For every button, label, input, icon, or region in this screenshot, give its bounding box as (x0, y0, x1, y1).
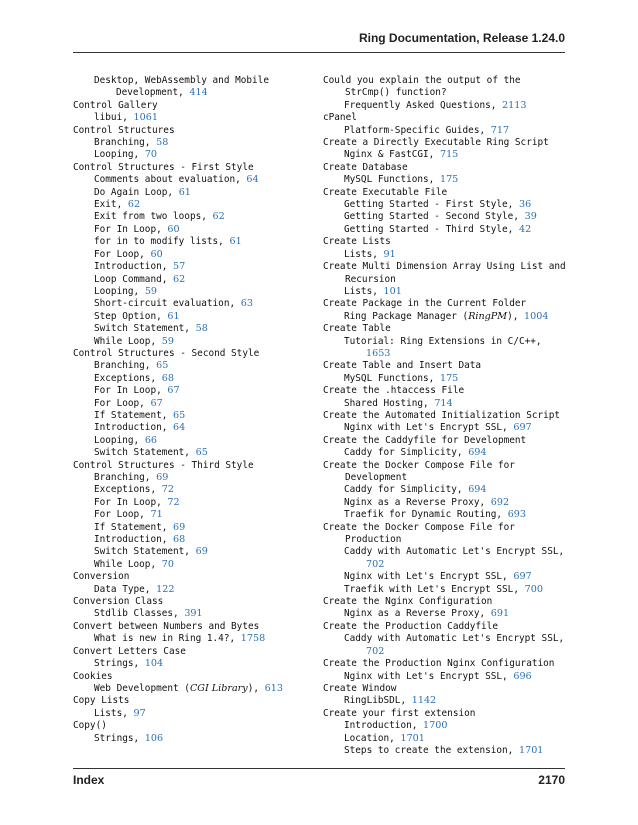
entry-text: Exceptions, (94, 484, 157, 496)
page-reference-link[interactable]: 696 (513, 670, 532, 682)
entry-text: Exit from two loops, (94, 211, 207, 223)
page-reference-link[interactable]: 1700 (423, 720, 448, 732)
index-subentry (73, 435, 305, 447)
index-term (323, 596, 567, 608)
page-reference-link[interactable]: 61 (178, 186, 191, 198)
page-reference-link[interactable]: 1142 (411, 695, 437, 707)
entry-text: for in to modify lists, (94, 236, 224, 248)
entry-text: Nginx as a Reverse Proxy, (344, 496, 486, 508)
index-term (323, 137, 567, 149)
page-reference-link[interactable]: 717 (490, 124, 510, 136)
page-reference-link[interactable]: 65 (173, 409, 186, 421)
page-reference-link[interactable]: 697 (513, 571, 532, 583)
index-subentry (73, 447, 305, 459)
page-reference-link[interactable]: 64 (246, 174, 259, 186)
entry-text-suffix: ), (507, 310, 519, 322)
entry-text: Ring Package Manager ( (344, 310, 469, 322)
entry-text: Caddy with Automatic Let's Encrypt SSL, (344, 633, 565, 645)
index-subentry (323, 584, 567, 596)
index-term (323, 162, 567, 174)
index-term (323, 658, 567, 670)
index-subentry (323, 633, 567, 658)
index-subentry (73, 149, 305, 161)
index-subentry (73, 249, 305, 261)
index-term (73, 571, 305, 583)
entry-text: Could you explain the output of the StrCmp() function? (323, 75, 521, 99)
index-subentry (323, 509, 567, 521)
entry-text: For Loop, (94, 397, 145, 409)
page-reference-link[interactable]: 68 (173, 534, 186, 546)
page-reference-link[interactable]: 692 (490, 496, 510, 508)
index-subentry (73, 112, 305, 124)
entry-text: While Loop, (94, 335, 157, 347)
entry-text: Nginx as a Reverse Proxy, (344, 608, 486, 620)
entry-text: Nginx with Let's Encrypt SSL, (344, 670, 508, 682)
page-reference-link[interactable]: 691 (490, 608, 510, 620)
entry-text: Introduction, (94, 261, 168, 273)
page-reference-link[interactable]: 1004 (524, 310, 549, 322)
entry-text: RingLibSDL, (344, 695, 407, 707)
index-term (323, 385, 567, 397)
index-subentry (73, 137, 305, 149)
index-subentry (73, 385, 305, 397)
entry-text: Control Structures - Third Style (73, 459, 254, 471)
entry-text: Caddy with Automatic Let's Encrypt SSL, (344, 546, 565, 558)
page-reference-link[interactable]: 62 (127, 199, 141, 211)
index-term (73, 646, 305, 658)
entry-text: Caddy for Simplicity, (344, 447, 463, 459)
index-subentry (323, 497, 567, 509)
page-reference-link[interactable]: 697 (513, 422, 532, 434)
index-subentry (73, 311, 305, 323)
entry-text: Conversion (73, 571, 130, 583)
index-subentry (323, 608, 567, 620)
page-reference-link[interactable]: 36 (518, 199, 532, 211)
entry-text: Loop Command, (94, 273, 168, 285)
index-term (323, 621, 567, 633)
index-subentry (73, 373, 305, 385)
index-term (323, 360, 567, 372)
entry-text: Lists, (94, 707, 128, 719)
page-reference-link[interactable]: 61 (167, 310, 180, 322)
page-reference-link[interactable]: 65 (156, 360, 169, 372)
index-subentry (73, 187, 305, 199)
entry-text: Create Multi Dimension Array Using List and Recursion (323, 261, 566, 285)
page-reference-link[interactable]: 58 (195, 323, 208, 335)
entry-text: Control Structures - First Style (73, 161, 254, 173)
index-subentry (73, 336, 305, 348)
page-reference-link[interactable]: 106 (144, 732, 164, 744)
entry-text: Introduction, (94, 422, 168, 434)
entry-text: Control Gallery (73, 99, 158, 111)
index-term (323, 261, 567, 286)
index-subentry (323, 398, 567, 410)
index-column-right (323, 75, 567, 757)
entry-text: Create Table and Insert Data (323, 360, 482, 372)
entry-text: Control Structures (73, 124, 175, 136)
page-reference-link[interactable]: 1758 (240, 633, 266, 645)
entry-text: Create Table (323, 323, 391, 335)
entry-text: Step Option, (94, 310, 162, 322)
index-subentry (73, 633, 305, 645)
page-reference-link[interactable]: 693 (507, 509, 527, 521)
entry-text: For In Loop, (94, 223, 162, 235)
index-subentry (73, 360, 305, 372)
index-term (323, 112, 567, 124)
index-term (73, 621, 305, 633)
entry-text: Create Package in the Current Folder (323, 298, 527, 310)
index-subentry (73, 261, 305, 273)
page-reference-link[interactable]: 59 (161, 335, 174, 347)
index-subentry (73, 608, 305, 620)
page-reference-link[interactable]: 60 (167, 223, 180, 235)
entry-text: Exit, (94, 199, 123, 211)
entry-text: Create Window (323, 682, 397, 694)
entry-text: Shared Hosting, (344, 397, 429, 409)
index-term (323, 708, 567, 720)
entry-text: Platform-Specific Guides, (344, 124, 486, 136)
entry-text-suffix: ), (247, 682, 259, 694)
page-reference-link[interactable]: 66 (144, 434, 158, 446)
page-reference-link[interactable]: 69 (195, 546, 208, 558)
page-reference-link[interactable]: 391 (184, 608, 203, 620)
index-subentry (323, 720, 567, 732)
entry-text: Introduction, (94, 534, 168, 546)
page-reference-link[interactable]: 1701 (400, 732, 425, 744)
index-subentry (73, 199, 305, 211)
entry-text: cPanel (323, 112, 357, 124)
entry-text: Convert Letters Case (73, 645, 186, 657)
entry-text: Branching, (94, 137, 151, 149)
page-reference-link[interactable]: 59 (144, 285, 158, 297)
page-reference-link[interactable]: 72 (161, 484, 174, 496)
index-subentry (73, 472, 305, 484)
page-reference-link[interactable]: 67 (150, 397, 163, 409)
entry-text: Create Database (323, 161, 408, 173)
entry-text: Introduction, (344, 720, 418, 732)
entry-text: Looping, (94, 285, 140, 297)
index-term (73, 460, 305, 472)
page-reference-link[interactable]: 62 (173, 273, 186, 285)
entry-text: Control Structures - Second Style (73, 347, 260, 359)
index-subentry (73, 497, 305, 509)
entry-text: Lists, (344, 248, 378, 260)
index-subentry (73, 534, 305, 546)
page-reference-link[interactable]: 104 (144, 658, 164, 670)
index-subentry (323, 199, 567, 211)
entry-text: Looping, (94, 434, 140, 446)
page-reference-link[interactable]: 694 (468, 447, 487, 459)
entry-text: Data Type, (94, 583, 151, 595)
index-term (73, 348, 305, 360)
entry-text: Switch Statement, (94, 323, 190, 335)
index-subentry (323, 373, 567, 385)
entry-text: While Loop, (94, 558, 157, 570)
index-subentry (323, 695, 567, 707)
index-subentry (73, 298, 305, 310)
entry-text: Create the Production Caddyfile (323, 620, 498, 632)
entry-text: For Loop, (94, 248, 145, 260)
entry-text: If Statement, (94, 521, 168, 533)
index-subentry (73, 509, 305, 521)
index-subentry (73, 559, 305, 571)
index-subentry (323, 174, 567, 186)
entry-text: Create your first extension (323, 707, 476, 719)
index-subentry (73, 224, 305, 236)
entry-text: Copy Lists (73, 695, 130, 707)
index-term (323, 435, 567, 447)
index-term (323, 323, 567, 335)
page-reference-link[interactable]: 69 (173, 521, 186, 533)
entry-text: Nginx with Let's Encrypt SSL, (344, 571, 508, 583)
entry-text: Create Executable File (323, 186, 448, 198)
entry-text: Tutorial: Ring Extensions in C/C++, (344, 335, 542, 347)
entry-text: Stdlib Classes, (94, 608, 179, 620)
index-term (73, 671, 305, 683)
index-subentry (73, 323, 305, 335)
index-subentry (323, 336, 567, 361)
entry-text: Getting Started - Second Style, (344, 211, 519, 223)
entry-text: Caddy for Simplicity, (344, 484, 463, 496)
entry-text: Create Lists (323, 236, 391, 248)
entry-text: Do Again Loop, (94, 186, 174, 198)
entry-text: Branching, (94, 472, 151, 483)
entry-text: Strings, (94, 658, 140, 670)
index-subentry (73, 398, 305, 410)
page-reference-link[interactable]: 97 (133, 707, 146, 719)
index-column-left (73, 75, 305, 745)
page-reference-link[interactable]: 715 (439, 149, 459, 161)
index-subentry (323, 484, 567, 496)
index-term (323, 75, 567, 100)
entry-text: Lists, (344, 285, 378, 297)
entry-text: Nginx & FastCGI, (344, 149, 435, 161)
index-subentry (73, 174, 305, 186)
entry-text: Create a Directly Executable Ring Script (323, 137, 549, 149)
page-reference-link[interactable]: 1653 (366, 347, 391, 359)
running-header: Ring Documentation, Release 1.24.0 (358, 31, 565, 45)
index-subentry (323, 149, 567, 161)
entry-text: Create the Caddyfile for Development (323, 434, 527, 446)
entry-text: MySQL Functions, (344, 372, 435, 384)
index-subentry (73, 733, 305, 745)
index-subentry (73, 584, 305, 596)
entry-text: Cookies (73, 670, 113, 682)
index-term (73, 100, 305, 112)
page-reference-link[interactable]: 60 (150, 248, 163, 260)
page-reference-link[interactable]: 694 (468, 484, 487, 496)
index-subentry (73, 410, 305, 422)
page-reference-link[interactable]: 61 (229, 236, 242, 248)
page-reference-link[interactable]: 57 (173, 261, 186, 273)
page-reference-link[interactable]: 175 (439, 174, 459, 186)
entry-text: Create the Docker Compose File for Development (323, 459, 515, 483)
entry-text: For In Loop, (94, 496, 162, 508)
entry-text: Switch Statement, (94, 546, 190, 558)
page-reference-link[interactable]: 70 (144, 149, 158, 161)
page-number: 2170 (538, 773, 565, 787)
page-reference-link[interactable]: 714 (434, 397, 453, 409)
page-reference-link[interactable]: 70 (161, 558, 174, 570)
index-subentry (73, 236, 305, 248)
entry-text: Branching, (94, 360, 151, 372)
entry-text: Getting Started - Third Style, (344, 223, 514, 235)
page-reference-link[interactable]: 414 (189, 87, 208, 99)
entry-italic-text: RingPM (468, 310, 508, 322)
footer-rule (73, 768, 565, 769)
index-subentry (323, 311, 567, 323)
index-subentry (323, 571, 567, 583)
entry-text: If Statement, (94, 409, 168, 421)
page-reference-link[interactable]: 91 (383, 248, 396, 260)
footer-section: Index (73, 773, 105, 787)
entry-text: What is new in Ring 1.4?, (94, 633, 236, 645)
page-reference-link[interactable]: 42 (518, 223, 532, 235)
page-reference-link[interactable]: 122 (156, 583, 175, 595)
index-subentry (73, 286, 305, 298)
index-term (73, 720, 305, 732)
page-reference-link[interactable]: 702 (366, 645, 385, 657)
index-subentry (73, 546, 305, 558)
page-reference-link[interactable]: 69 (156, 472, 169, 483)
index-subentry (323, 249, 567, 261)
entry-text: Web Development ( (94, 682, 190, 694)
index-subentry (323, 125, 567, 137)
index-subentry (323, 286, 567, 298)
page-reference-link[interactable]: 71 (150, 509, 163, 521)
page-reference-link[interactable]: 65 (195, 447, 208, 459)
entry-text: For In Loop, (94, 385, 162, 397)
entry-text: Strings, (94, 732, 140, 744)
page-reference-link[interactable]: 68 (161, 372, 174, 384)
entry-text: Create the Production Nginx Configuration (323, 658, 555, 670)
entry-text: Create the Docker Compose File for Production (323, 521, 515, 546)
entry-text: Looping, (94, 149, 140, 161)
index-subentry (323, 100, 567, 112)
entry-text: Frequently Asked Questions, (344, 99, 497, 111)
index-subentry (323, 422, 567, 434)
index-subentry (73, 75, 305, 100)
entry-text: Getting Started - First Style, (344, 199, 514, 211)
index-subentry (73, 522, 305, 534)
entry-italic-text: CGI Library (189, 682, 248, 694)
page-reference-link[interactable]: 702 (366, 558, 385, 570)
page-reference-link[interactable]: 175 (439, 372, 459, 384)
entry-text: Switch Statement, (94, 447, 190, 459)
index-term (323, 522, 567, 547)
page-reference-link[interactable]: 63 (240, 298, 253, 310)
page-reference-link[interactable]: 58 (156, 137, 169, 149)
page-reference-link[interactable]: 64 (173, 422, 186, 434)
page-reference-link[interactable]: 613 (264, 682, 283, 694)
entry-text: libui, (94, 112, 128, 124)
index-subentry (323, 671, 567, 683)
index-subentry (323, 546, 567, 571)
index-subentry (323, 211, 567, 223)
header-rule (73, 52, 565, 53)
index-term (73, 125, 305, 137)
index-subentry (323, 733, 567, 745)
index-term (323, 683, 567, 695)
entry-text: Steps to create the extension, (344, 744, 514, 756)
index-subentry (73, 658, 305, 670)
index-term (323, 298, 567, 310)
index-term (73, 596, 305, 608)
index-subentry (323, 745, 567, 757)
entry-text: Create the .htaccess File (323, 385, 465, 397)
entry-text: Comments about evaluation, (94, 174, 241, 186)
entry-text: MySQL Functions, (344, 174, 435, 186)
entry-text: Short-circuit evaluation, (94, 298, 236, 310)
entry-text: Copy() (73, 720, 107, 732)
entry-text: Nginx with Let's Encrypt SSL, (344, 422, 508, 434)
index-term (73, 695, 305, 707)
entry-text: Exceptions, (94, 372, 157, 384)
index-term (323, 410, 567, 422)
index-term (323, 236, 567, 248)
entry-text: Conversion Class (73, 596, 164, 608)
page-reference-link[interactable]: 700 (524, 583, 543, 595)
entry-text: Location, (344, 732, 395, 744)
index-term (73, 162, 305, 174)
index-subentry (73, 484, 305, 496)
index-subentry (323, 224, 567, 236)
index-term (323, 187, 567, 199)
page-reference-link[interactable]: 62 (212, 211, 225, 223)
page-reference-link[interactable]: 1061 (133, 112, 158, 124)
index-term (323, 460, 567, 485)
entry-text: Traefik with Let's Encrypt SSL, (344, 583, 519, 595)
index-subentry (323, 447, 567, 459)
page-reference-link[interactable]: 67 (167, 385, 180, 397)
entry-text: Desktop, WebAssembly and Mobile Development, (94, 75, 269, 99)
index-subentry (73, 708, 305, 720)
page-reference-link[interactable]: 72 (167, 496, 180, 508)
page-reference-link[interactable]: 2113 (502, 99, 527, 111)
page-reference-link[interactable]: 101 (383, 285, 402, 297)
entry-text: Create the Nginx Configuration (323, 596, 493, 608)
entry-text: Traefik for Dynamic Routing, (344, 509, 503, 521)
page-reference-link[interactable]: 39 (524, 211, 537, 223)
entry-text: Convert between Numbers and Bytes (73, 620, 260, 632)
entry-text: Create the Automated Initialization Script (323, 409, 561, 421)
index-subentry (73, 211, 305, 223)
entry-text: For Loop, (94, 509, 145, 521)
index-subentry (73, 683, 305, 695)
index-subentry (73, 422, 305, 434)
page-reference-link[interactable]: 1701 (518, 744, 544, 756)
index-subentry (73, 274, 305, 286)
